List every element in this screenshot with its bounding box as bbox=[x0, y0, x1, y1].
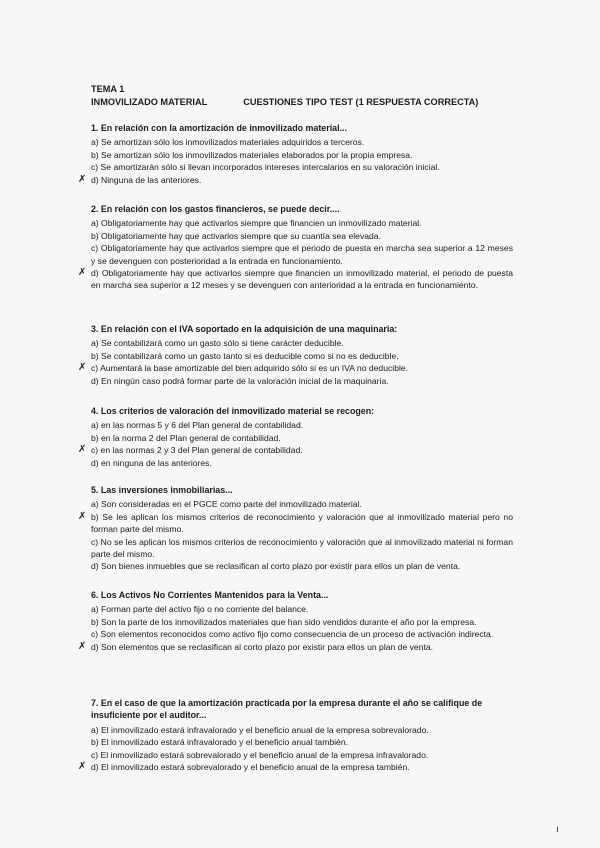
answer-option bbox=[78, 267, 513, 292]
answer-option-text: c) Son elementos reconocidos como activo fijo como consecuencia de un proceso de activación indirecta. bbox=[91, 629, 494, 640]
answer-option-text: a) Forman parte del activo fijo o no corriente del balance. bbox=[91, 604, 309, 615]
answer-option bbox=[91, 432, 513, 444]
selected-answer-mark-icon: ✗ bbox=[78, 640, 87, 652]
answer-option-text: c) No se les aplican los mismos criterios de reconocimiento y valoración que al inmovilizado material ni forman parte del mismo. bbox=[91, 536, 513, 560]
answer-option bbox=[91, 628, 513, 640]
answer-option bbox=[91, 616, 513, 628]
answer-option bbox=[91, 457, 513, 469]
question-5 bbox=[78, 484, 513, 573]
answer-option bbox=[78, 640, 513, 653]
answer-option-text: a) Se amortizan sólo los inmovilizados materiales adquiridos a terceros. bbox=[91, 137, 365, 148]
question-1 bbox=[78, 122, 513, 186]
topic-label: TEMA 1 bbox=[91, 84, 125, 94]
question-7 bbox=[78, 697, 513, 773]
answer-option bbox=[91, 419, 513, 431]
selected-answer-mark-icon: ✗ bbox=[78, 267, 87, 279]
answer-option bbox=[91, 149, 513, 161]
answer-option-text: d) Ninguna de las anteriores. bbox=[91, 174, 202, 185]
answer-option-text: a) Son consideradas en el PGCE como parte del inmovilizado material. bbox=[91, 499, 362, 510]
answer-option bbox=[91, 242, 513, 267]
answer-option bbox=[91, 498, 513, 510]
answer-option-text: d) En ningún caso podrá formar parte de la valoración inicial de la maquinaria. bbox=[91, 375, 389, 386]
question-3 bbox=[78, 323, 513, 387]
answer-option bbox=[78, 444, 513, 456]
question-4 bbox=[78, 405, 513, 469]
answer-option bbox=[78, 362, 513, 374]
answer-option-text: d) en ninguna de las anteriores. bbox=[91, 457, 212, 468]
answer-option bbox=[91, 230, 513, 242]
question-2 bbox=[78, 203, 513, 292]
answer-option bbox=[91, 217, 513, 229]
corner-mark: ı bbox=[556, 824, 559, 835]
question-title: 3. En relación con el IVA soportado en la adquisición de una maquinaria: bbox=[91, 324, 398, 334]
answer-option-text: a) en las normas 5 y 6 del Plan general de contabilidad. bbox=[91, 420, 304, 431]
answer-option-text: c) Aumentará la base amortizable del bien adquirido sólo si es un IVA no deducible. bbox=[91, 363, 409, 374]
answer-option bbox=[91, 350, 513, 362]
answer-option bbox=[91, 603, 513, 615]
section-title: INMOVILIZADO MATERIAL bbox=[91, 97, 208, 107]
answer-option-text: c) Se amortizarán sólo si llevan incorporados intereses intercalarios en su valoración inicial. bbox=[91, 162, 440, 173]
answer-option bbox=[78, 761, 513, 773]
question-title: 1. En relación con la amortización de inmovilizado material... bbox=[91, 123, 347, 133]
answer-option bbox=[91, 337, 513, 349]
answer-option-text: a) Obligatoriamente hay que activarlos siempre que financien un inmovilizado material. bbox=[91, 218, 422, 229]
selected-answer-mark-icon: ✗ bbox=[78, 510, 87, 522]
question-title: 4. Los criterios de valoración del inmovilizado material se recogen: bbox=[91, 406, 375, 416]
question-title: 5. Las inversiones inmobiliarias... bbox=[91, 485, 233, 495]
selected-answer-mark-icon: ✗ bbox=[78, 362, 87, 374]
answer-option-text: c) El inmovilizado estará sobrevalorado y el beneficio anual de la empresa infravalorado. bbox=[91, 749, 429, 760]
answer-option bbox=[91, 736, 513, 748]
question-title: 6. Los Activos No Corrientes Mantenidos para la Venta... bbox=[91, 590, 329, 600]
answer-option-text: b) Se contabilizará como un gasto tanto si es deducible como si no es deducible. bbox=[91, 350, 399, 361]
section-subtitle: CUESTIONES TIPO TEST (1 RESPUESTA CORRECTA) bbox=[243, 97, 479, 107]
answer-option-text: b) Son la parte de los inmovilizados materiales que han sido vendidos durante el año por la empresa. bbox=[91, 616, 477, 627]
answer-option-text: c) en las normas 2 y 3 del Plan general de contabilidad. bbox=[91, 445, 303, 456]
answer-option-text: d) Son elementos que se reclasifican al corto plazo por existir para ellos un plan de venta. bbox=[91, 641, 434, 652]
section-header bbox=[91, 96, 478, 108]
answer-option bbox=[91, 749, 513, 761]
answer-option-text: b) Se les aplican los mismos criterios de reconocimiento y valoración que al inmovilizado material pero no forman parte del mismo. bbox=[91, 511, 513, 535]
answer-option-text: b) Obligatoriamente hay que activarlos siempre que su cuantía sea elevada. bbox=[91, 230, 381, 241]
answer-option-text: b) en la norma 2 del Plan general de contabilidad. bbox=[91, 432, 281, 443]
answer-option-text: b) El inmovilizado estará infravalorado y el beneficio anual también. bbox=[91, 737, 348, 748]
answer-option-text: c) Obligatoriamente hay que activarlos siempre que el periodo de puesta en marcha sea superior a 12 meses y se devenguen con posterioridad a la entrada en funcionamiento. bbox=[91, 243, 513, 266]
answer-option-text: d) Son bienes inmuebles que se reclasifican al corto plazo por existir para ellos un plan de venta. bbox=[91, 561, 461, 572]
answer-option-text: d) Obligatoriamente hay que activarlos siempre que financien un inmovilizado material, el periodo de puesta en marcha sea superior a 12 meses y se devenguen con anterioridad a la entrada en funcionamiento. bbox=[91, 268, 513, 291]
answer-option-text: d) El inmovilizado estará sobrevalorado y el beneficio anual de la empresa también. bbox=[91, 762, 410, 773]
answer-option bbox=[91, 724, 513, 736]
selected-answer-mark-icon: ✗ bbox=[78, 173, 87, 185]
answer-option bbox=[91, 161, 513, 173]
answer-option bbox=[91, 560, 513, 572]
answer-option bbox=[78, 173, 513, 186]
question-title: 2. En relación con los gastos financieros, se puede decir.... bbox=[91, 204, 340, 214]
answer-option bbox=[78, 510, 513, 536]
question-title: 7. En el caso de que la amortización practicada por la empresa durante el año se califique de insuficiente por el auditor... bbox=[91, 698, 483, 721]
answer-option bbox=[91, 375, 513, 387]
answer-option-text: a) Se contabilizará como un gasto sólo si tiene carácter deducible. bbox=[91, 338, 344, 349]
answer-option-text: a) El inmovilizado estará infravalorado y el beneficio anual de la empresa sobrevalorado. bbox=[91, 724, 429, 735]
question-6 bbox=[78, 589, 513, 653]
answer-option-text: b) Se amortizan sólo los inmovilizados materiales elaborados por la propia empresa. bbox=[91, 149, 413, 160]
answer-option bbox=[91, 136, 513, 148]
selected-answer-mark-icon: ✗ bbox=[78, 444, 87, 456]
answer-option bbox=[91, 536, 513, 561]
selected-answer-mark-icon: ✗ bbox=[78, 761, 87, 773]
